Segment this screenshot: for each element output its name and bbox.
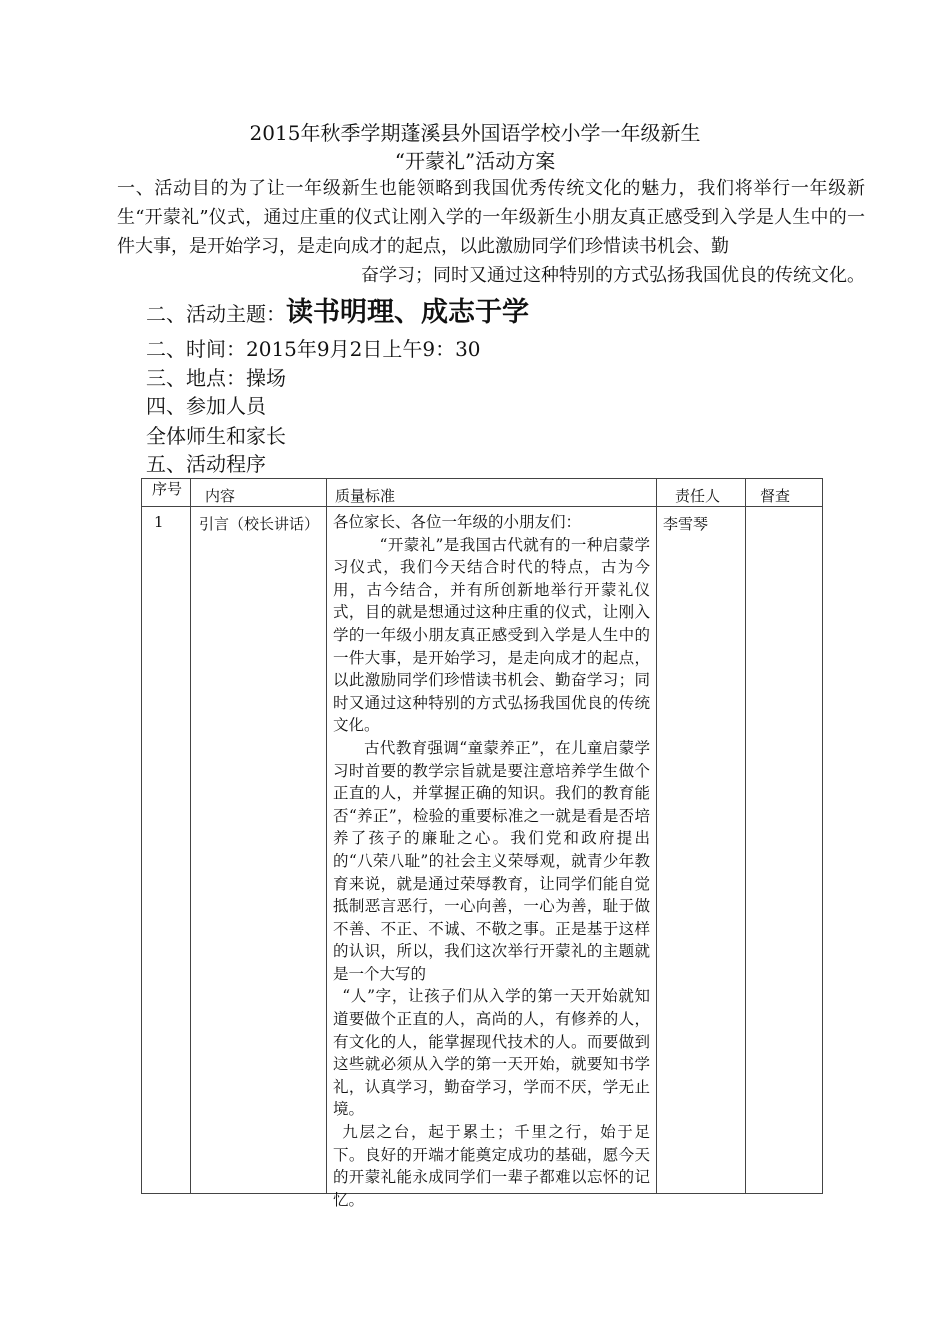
table-row xyxy=(142,507,823,1194)
row-standard xyxy=(327,507,656,1209)
objective-text: 一、活动目的为了让一年级新生也能领略到我国优秀传统文化的魅力，我们将举行一年级新生“开蒙礼”仪式，通过庄重的仪式让刚入学的一年级新生小朋友真正感受到入学是人生中的一件大事，是开始学习，是走向成才的起点，以此激励同学们珍惜读书机会、勤 xyxy=(117,178,865,257)
theme-heading xyxy=(146,290,529,329)
header-standard-cell xyxy=(327,479,657,507)
header-content-cell xyxy=(191,479,327,507)
header-check-cell xyxy=(746,479,823,507)
standard-para-3: 古代教育强调“童蒙养正”，在儿童启蒙学习时首要的教学宗旨就是要注意培养学生做个正直的人，并掌握正确的知识。我们的教育能否“养正”，检验的重要标准之一就是看是否培养了孩子的廉耻之心。我们党和政府提出的“八荣八耻”的社会主义荣辱观，就青少年教育来说，就是通过荣辱教育，让同学们能自觉抵制恶言恶行，一心向善，一心为善，耻于做不善、不正、不诚、不敬之事。正是基于这样的认识，所以，我们这次举行开蒙礼的主题就是一个大写的 xyxy=(333,738,650,983)
row-person: 李雪琴 xyxy=(657,507,746,1194)
standard-para-5: 九层之台，起于累土；千里之行，始于足下。良好的开端才能奠定成功的基础，愿今天的开蒙礼能永成同学们一辈子都难以忘怀的记忆。 xyxy=(333,1123,650,1209)
row-check xyxy=(746,507,823,1194)
document-title-line2: “开蒙礼”活动方案 xyxy=(394,149,556,173)
header-standard: 质量标准 xyxy=(335,487,396,505)
header-content: 内容 xyxy=(205,487,236,505)
objective-paragraph xyxy=(117,174,865,290)
time-line: 二、时间：2015年9月2日上午9：30 xyxy=(146,337,481,361)
table-header-row xyxy=(142,479,823,507)
participants-heading: 四、参加人员 xyxy=(146,394,266,418)
place-line: 三、地点：操场 xyxy=(146,366,286,390)
row-content: 引言（校长讲话） xyxy=(191,507,327,1194)
standard-para-2: “开蒙礼”是我国古代就有的一种启蒙学习仪式，我们今天结合时代的特点，古为今用，古今结合，并有所创新地举行开蒙礼仪式，目的就是想通过这种庄重的仪式，让刚入学的一年级小朋友真正感受到入学是人生中的一件大事，是开始学习，是走向成才的起点，以此激励同学们珍惜读书机会、勤奋学习；同时又通过这种特别的方式弘扬我国优良的传统文化。 xyxy=(333,535,650,735)
header-seq: 序号 xyxy=(152,480,183,498)
header-seq-cell xyxy=(142,479,191,507)
theme-label: 二、活动主题： xyxy=(146,302,286,326)
standard-para-4: “人”字，让孩子们从入学的第一天开始就知道要做个正直的人，高尚的人，有修养的人，有文化的人，能掌握现代技术的人。而要做到这些就必须从入学的第一天开始，就要知书学礼，认真学习，勤奋学习，学而不厌，学无止境。 xyxy=(333,987,650,1119)
standard-para-1: 各位家长、各位一年级的小朋友们： xyxy=(333,513,582,531)
header-person-cell xyxy=(657,479,746,507)
row-standard-cell xyxy=(327,507,657,1209)
document-title-line1: 2015年秋季学期蓬溪县外国语学校小学一年级新生 xyxy=(249,121,701,145)
program-table xyxy=(141,478,823,1209)
participants-value: 全体师生和家长 xyxy=(146,424,286,448)
row-seq: 1 xyxy=(142,507,191,1194)
header-person: 责任人 xyxy=(675,487,721,505)
header-check: 督查 xyxy=(760,487,791,505)
theme-value: 读书明理、成志于学 xyxy=(286,297,529,328)
objective-last-line: 奋学习；同时又通过这种特别的方式弘扬我国优良的传统文化。 xyxy=(361,265,865,286)
program-heading: 五、活动程序 xyxy=(146,452,266,476)
